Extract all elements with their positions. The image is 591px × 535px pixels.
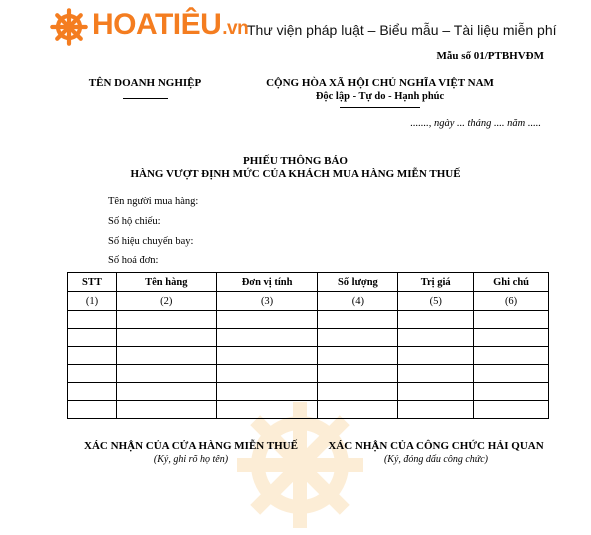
col-number: (4)	[318, 292, 398, 311]
table-cell	[216, 311, 318, 329]
col-number: (2)	[116, 292, 216, 311]
table-cell	[116, 347, 216, 365]
goods-table	[67, 272, 549, 419]
site-logo[interactable]	[50, 6, 248, 48]
logo-suffix-text: .vn	[222, 18, 249, 39]
table-cell	[474, 347, 549, 365]
table-cell	[474, 365, 549, 383]
table-cell	[68, 311, 117, 329]
country-name: CỘNG HÒA XÃ HỘI CHỦ NGHĨA VIỆT NAM	[266, 77, 494, 89]
table-cell	[398, 365, 474, 383]
col-number: (6)	[474, 292, 549, 311]
document-subtitle: HÀNG VƯỢT ĐỊNH MỨC CỦA KHÁCH MUA HÀNG MIỄN THUẾ	[130, 168, 461, 180]
table-cell	[398, 311, 474, 329]
table-cell	[398, 347, 474, 365]
table-row	[68, 383, 549, 401]
table-row	[68, 365, 549, 383]
table-cell	[398, 383, 474, 401]
table-cell	[398, 401, 474, 419]
company-divider	[123, 98, 168, 99]
table-cell	[318, 311, 398, 329]
table-cell	[68, 383, 117, 401]
table-cell	[318, 347, 398, 365]
motto-divider	[340, 107, 420, 108]
col-number: (5)	[398, 292, 474, 311]
table-cell	[398, 329, 474, 347]
table-cell	[216, 347, 318, 365]
table-cell	[474, 329, 549, 347]
national-motto: Độc lập - Tự do - Hạnh phúc	[315, 91, 445, 102]
table-cell	[116, 383, 216, 401]
table-cell	[68, 347, 117, 365]
table-cell	[216, 329, 318, 347]
duty-free-shop-confirmation-title: XÁC NHẬN CỦA CỬA HÀNG MIỄN THUẾ	[84, 440, 298, 452]
table-cell	[68, 329, 117, 347]
table-cell	[318, 365, 398, 383]
table-cell	[68, 401, 117, 419]
table-cell	[318, 401, 398, 419]
table-cell	[216, 383, 318, 401]
buyer-name-field: Tên người mua hàng:	[108, 196, 199, 207]
date-line: ......., ngày ... tháng .... năm .....	[410, 118, 541, 129]
table-cell	[216, 401, 318, 419]
table-cell	[318, 329, 398, 347]
customs-officer-confirmation-title: XÁC NHẬN CỦA CÔNG CHỨC HẢI QUAN	[328, 440, 544, 452]
table-row	[68, 347, 549, 365]
col-header-note: Ghi chú	[474, 273, 549, 292]
column-number-row	[68, 292, 549, 311]
ship-wheel-icon	[50, 8, 88, 46]
form-number: Mẫu số 01/PTBHVĐM	[436, 50, 544, 62]
col-number: (1)	[68, 292, 117, 311]
table-cell	[116, 329, 216, 347]
flight-field: Số hiệu chuyến bay:	[108, 236, 194, 247]
table-row	[68, 401, 549, 419]
table-header-row	[68, 273, 549, 292]
col-header-quantity: Số lượng	[318, 273, 398, 292]
logo-brand-text: HOATIÊU	[92, 8, 222, 41]
col-header-value: Trị giá	[398, 273, 474, 292]
table-cell	[474, 401, 549, 419]
table-row	[68, 311, 549, 329]
document-title: PHIẾU THÔNG BÁO	[243, 155, 348, 167]
table-cell	[68, 365, 117, 383]
site-tagline: Thư viện pháp luật – Biểu mẫu – Tài liệu miễn phí	[247, 22, 557, 38]
col-header-item-name: Tên hàng	[116, 273, 216, 292]
table-cell	[318, 383, 398, 401]
table-cell	[116, 311, 216, 329]
table-cell	[116, 401, 216, 419]
table-cell	[474, 383, 549, 401]
duty-free-shop-signature-note: (Ký, ghi rõ họ tên)	[153, 454, 229, 465]
invoice-field: Số hoá đơn:	[108, 255, 159, 266]
table-row	[68, 329, 549, 347]
company-name: TÊN DOANH NGHIỆP	[88, 77, 202, 89]
table-cell	[474, 311, 549, 329]
col-header-stt: STT	[68, 273, 117, 292]
customs-officer-signature-note: (Ký, đóng dấu công chức)	[383, 454, 489, 465]
passport-field: Số hộ chiếu:	[108, 216, 161, 227]
table-cell	[116, 365, 216, 383]
col-number: (3)	[216, 292, 318, 311]
col-header-unit: Đơn vị tính	[216, 273, 318, 292]
table-cell	[216, 365, 318, 383]
logo-wordmark	[92, 6, 248, 48]
